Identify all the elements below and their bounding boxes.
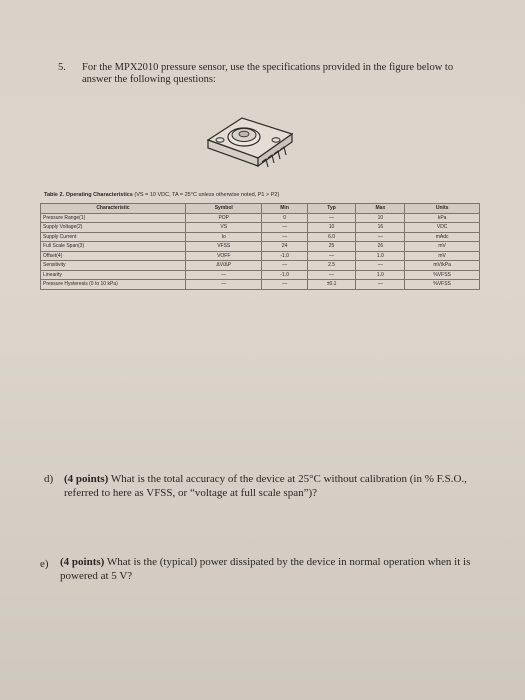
table-row <box>41 223 480 233</box>
question-d-label: d) <box>44 473 54 485</box>
cell-units: mAdc <box>405 232 480 242</box>
cell-symbol: VOFF <box>186 251 262 261</box>
cell-max: 26 <box>356 242 405 252</box>
question-e-label: e) <box>40 558 49 570</box>
cell-characteristic: Sensitivity <box>41 261 186 271</box>
cell-typ: 10 <box>307 223 356 233</box>
question-e-text: What is the (typical) power dissipated by the device in normal operation when it is powered at 5 V? <box>60 556 471 582</box>
question-d-points: (4 points) <box>64 473 109 485</box>
header-symbol: Symbol <box>186 204 262 214</box>
header-max: Max <box>356 204 405 214</box>
cell-max: — <box>356 280 405 290</box>
table-caption-conditions: (VS = 10 VDC, TA = 25°C unless otherwise noted, P1 > P2) <box>134 192 280 198</box>
cell-typ: — <box>307 213 356 223</box>
cell-min: — <box>262 261 307 271</box>
cell-typ: 25 <box>307 242 356 252</box>
question-d-text: What is the total accuracy of the device at 25°C without calibration (in % F.S.O., referred to here as VFSS, or “voltage at full scale span”)? <box>64 473 467 499</box>
cell-characteristic: Supply Voltage(2) <box>41 223 186 233</box>
cell-symbol: Io <box>186 232 262 242</box>
cell-min: -1.0 <box>262 270 307 280</box>
cell-max: 10 <box>356 213 405 223</box>
cell-typ: 6.0 <box>307 232 356 242</box>
cell-min: — <box>262 280 307 290</box>
table-row <box>41 261 480 271</box>
cell-typ: ±0.1 <box>307 280 356 290</box>
cell-units: kPa <box>405 213 480 223</box>
table-row <box>41 251 480 261</box>
cell-max: — <box>356 232 405 242</box>
cell-min: 0 <box>262 213 307 223</box>
cell-typ: — <box>307 270 356 280</box>
cell-units: VDC <box>405 223 480 233</box>
header-characteristic: Characteristic <box>41 204 186 214</box>
cell-typ: — <box>307 251 356 261</box>
question-5-number: 5. <box>58 62 66 73</box>
table-row <box>41 280 480 290</box>
header-units: Units <box>405 204 480 214</box>
cell-units: %VFSS <box>405 280 480 290</box>
cell-characteristic: Full Scale Span(3) <box>41 242 186 252</box>
cell-max: 16 <box>356 223 405 233</box>
cell-characteristic: Supply Current <box>41 232 186 242</box>
table-row <box>41 242 480 252</box>
question-5-text: For the MPX2010 pressure sensor, use the specifications provided in the figure below to answer the following questions: <box>82 62 454 85</box>
cell-characteristic: Offset(4) <box>41 251 186 261</box>
header-typ: Typ <box>307 204 356 214</box>
cell-min: -1.0 <box>262 251 307 261</box>
cell-characteristic: Pressure Range(1) <box>41 213 186 223</box>
table-header-row <box>41 204 480 214</box>
cell-symbol: POP <box>186 213 262 223</box>
cell-min: — <box>262 232 307 242</box>
cell-min: — <box>262 223 307 233</box>
question-e-points: (4 points) <box>60 556 105 568</box>
operating-characteristics-table <box>40 203 480 290</box>
cell-symbol: VFSS <box>186 242 262 252</box>
table-row <box>41 213 480 223</box>
header-min: Min <box>262 204 307 214</box>
cell-max: — <box>356 261 405 271</box>
cell-characteristic: Pressure Hysteresis (0 to 10 kPa) <box>41 280 186 290</box>
cell-max: 1.0 <box>356 270 405 280</box>
cell-units: mV <box>405 242 480 252</box>
cell-typ: 2.5 <box>307 261 356 271</box>
cell-units: mV/kPa <box>405 261 480 271</box>
table-caption-title: Table 2. Operating Characteristics <box>44 192 133 198</box>
cell-characteristic: Linearity <box>41 270 186 280</box>
pressure-sensor-illustration <box>200 100 310 180</box>
table-row <box>41 270 480 280</box>
cell-symbol: — <box>186 270 262 280</box>
cell-symbol: — <box>186 280 262 290</box>
cell-symbol: ΔV/ΔP <box>186 261 262 271</box>
cell-symbol: VS <box>186 223 262 233</box>
cell-units: mV <box>405 251 480 261</box>
table-row <box>41 232 480 242</box>
cell-units: %VFSS <box>405 270 480 280</box>
cell-max: 1.0 <box>356 251 405 261</box>
table-caption <box>44 192 464 198</box>
cell-min: 24 <box>262 242 307 252</box>
